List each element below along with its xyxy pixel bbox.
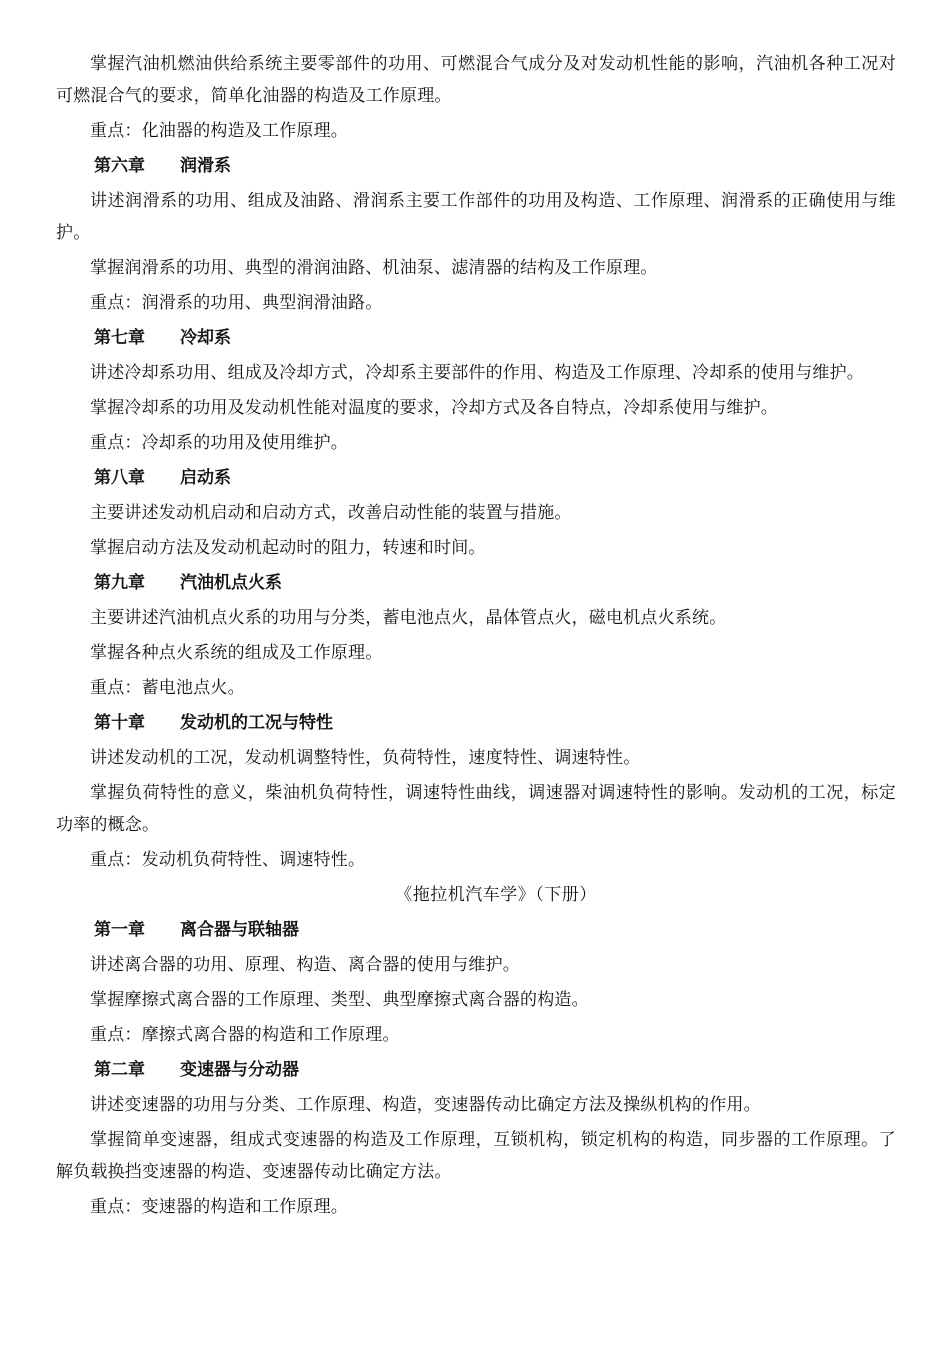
chapter-number: 第一章	[94, 920, 145, 940]
paragraph: 重点：化油器的构造及工作原理。	[90, 121, 348, 141]
chapter-number: 第八章	[94, 468, 145, 488]
chapter-heading	[56, 462, 896, 494]
paragraph: 讲述润滑系的功用、组成及油路、滑润系主要工作部件的功用及构造、工作原理、润滑系的正确使用与维护。	[56, 191, 896, 243]
chapter-heading	[56, 567, 896, 599]
paragraph: 掌握简单变速器，组成式变速器的构造及工作原理，互锁机构，锁定机构的构造，同步器的工作原理。了解负载换挡变速器的构造、变速器传动比确定方法。	[56, 1130, 896, 1182]
paragraph: 重点：变速器的构造和工作原理。	[90, 1197, 348, 1217]
chapter-heading	[56, 322, 896, 354]
paragraph: 掌握汽油机燃油供给系统主要零部件的功用、可燃混合气成分及对发动机性能的影响，汽油机各种工况对可燃混合气的要求，简单化油器的构造及工作原理。	[56, 54, 896, 106]
paragraph: 主要讲述发动机启动和启动方式，改善启动性能的装置与措施。	[90, 503, 572, 523]
paragraph: 讲述变速器的功用与分类、工作原理、构造，变速器传动比确定方法及操纵机构的作用。	[90, 1095, 761, 1115]
chapter-title: 润滑系	[180, 156, 231, 176]
chapter-title: 变速器与分动器	[180, 1060, 299, 1080]
paragraph: 掌握各种点火系统的组成及工作原理。	[90, 643, 383, 663]
paragraph: 掌握冷却系的功用及发动机性能对温度的要求，冷却方式及各自特点，冷却系使用与维护。	[90, 398, 778, 418]
paragraph: 重点：摩擦式离合器的构造和工作原理。	[90, 1025, 400, 1045]
chapter-number: 第十章	[94, 713, 145, 733]
paragraph: 讲述冷却系功用、组成及冷却方式，冷却系主要部件的作用、构造及工作原理、冷却系的使用与维护。	[90, 363, 864, 383]
chapter-heading	[56, 914, 896, 946]
chapter-title: 启动系	[180, 468, 231, 488]
paragraph: 重点：蓄电池点火。	[90, 678, 245, 698]
paragraph: 讲述发动机的工况，发动机调整特性，负荷特性，速度特性、调速特性。	[90, 748, 641, 768]
chapter-title: 汽油机点火系	[180, 573, 282, 593]
chapter-number: 第七章	[94, 328, 145, 348]
paragraph: 主要讲述汽油机点火系的功用与分类，蓄电池点火，晶体管点火，磁电机点火系统。	[90, 608, 727, 628]
paragraph: 掌握摩擦式离合器的工作原理、类型、典型摩擦式离合器的构造。	[90, 990, 589, 1010]
chapter-heading	[56, 150, 896, 182]
book-title: 《拖拉机汽车学》（下册）	[395, 885, 597, 905]
chapter-heading	[56, 1054, 896, 1086]
paragraph: 讲述离合器的功用、原理、构造、离合器的使用与维护。	[90, 955, 520, 975]
chapter-heading	[56, 707, 896, 739]
chapter-number: 第二章	[94, 1060, 145, 1080]
chapter-number: 第九章	[94, 573, 145, 593]
paragraph: 掌握启动方法及发动机起动时的阻力，转速和时间。	[90, 538, 486, 558]
paragraph: 重点：润滑系的功用、典型润滑油路。	[90, 293, 383, 313]
chapter-title: 冷却系	[180, 328, 231, 348]
chapter-title: 发动机的工况与特性	[180, 713, 333, 733]
paragraph: 重点：冷却系的功用及使用维护。	[90, 433, 348, 453]
paragraph: 重点：发动机负荷特性、调速特性。	[90, 850, 366, 870]
paragraph: 掌握润滑系的功用、典型的滑润油路、机油泵、滤清器的结构及工作原理。	[90, 258, 658, 278]
chapter-title: 离合器与联轴器	[180, 920, 299, 940]
paragraph: 掌握负荷特性的意义，柴油机负荷特性，调速特性曲线，调速器对调速特性的影响。发动机的工况，标定功率的概念。	[56, 783, 896, 835]
chapter-number: 第六章	[94, 156, 145, 176]
document-page	[56, 48, 896, 1226]
